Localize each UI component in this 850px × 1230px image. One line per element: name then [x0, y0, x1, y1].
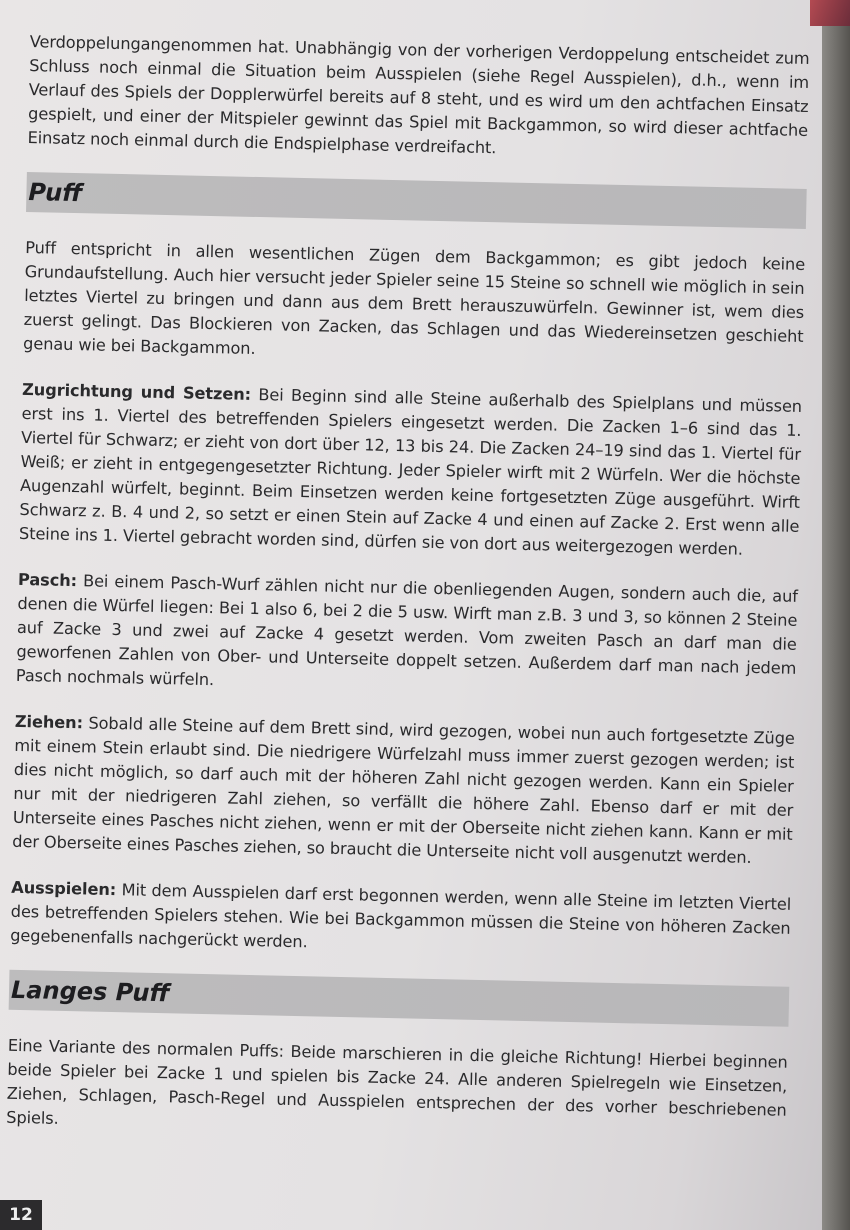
- rule-text: Bei Beginn sind alle Steine außerhalb des Spielplans und müssen erst ins 1. Viertel des betreffenden Spielers eingesetzt werden. Die Zacken 1–6 sind das 1. Viertel für Schwarz; er zieht von dort über 12, 13 bis 24. Die Zacken 24–19 sind das 1. Viertel für Weiß; er zieht in entgegengesetzter Richtung. Jeder Spieler wirft mit 2 Würfeln. Wer die höchste Augenzahl würfelt, beginnt. Beim Einsetzen werden keine fortgesetzten Züge ausgeführt. Wirft Schwarz z. B. 4 und 2, so setzt er einen Stein auf Zacke 4 und einen auf Zacke 2. Erst wenn alle Steine ins 1. Viertel gebracht worden sind, dürfen sie von dort aus weitergezogen werden.: [18, 384, 803, 559]
- background-corner: [810, 0, 850, 26]
- section-heading-puff: [26, 172, 807, 229]
- book-edge: [822, 0, 850, 1230]
- rule-paragraph: [12, 710, 795, 871]
- page-content: [6, 30, 810, 1169]
- rule-text: Bei einem Pasch-Wurf zählen nicht nur die obenliegenden Augen, sondern auch die, auf denen die Würfel liegen: Bei 1 also 6, bei 2 die 5 usw. Wirft man z.B. 3 und 3, so können 2 Steine auf Zacke 3 und zwei auf Zacke 4 gesetzt werden. Vom zweiten Pasch an darf man die geworfenen Zahlen von Ober- und Unterseite doppelt setzen. Außerdem darf man nach jedem Pasch nochmals würfeln.: [15, 571, 799, 690]
- rule-text: Mit dem Ausspielen darf erst begonnen werden, wenn alle Steine im letzten Viertel des betreffenden Spielers stehen. Wie bei Backgammon müssen die Steine von höheren Zacken gegebenenfalls nachgerückt werden.: [10, 880, 792, 952]
- section-title: Langes Puff: [10, 975, 170, 1008]
- rule-paragraph: [19, 378, 802, 563]
- intro-paragraph: Verdoppelungangenommen hat. Unabhängig von der vorherigen Verdoppelung entscheidet zum Schluss noch einmal die Situation beim Ausspielen (siehe Regel Ausspielen), d.h., wenn im Verlauf des Spiels der Dopplerwürfel bereits auf 8 steht, und es wird um den achtfachen Einsatz gespielt, und einer der Mitspieler gewinnt das Spiel mit Backgammon, so wird dieser achtfache Einsatz noch einmal durch die Endspielphase verdreifacht.: [27, 31, 810, 158]
- rule-label: Ausspielen:: [11, 877, 117, 900]
- rule-paragraph: [10, 876, 791, 965]
- page-number: 12: [0, 1200, 42, 1230]
- section-title: Puff: [28, 178, 83, 208]
- rule-label: Pasch:: [17, 569, 78, 591]
- langes-puff-paragraph: Eine Variante des normalen Puffs: Beide marschieren in die gleiche Richtung! Hierbei beginnen beide Spieler bei Zacke 1 und spielen bis Zacke 24. Alle anderen Spielregeln wie Einsetzen, Ziehen, Schlagen, Pasch-Regel und Ausspielen entsprechen der des vorher beschriebenen Spiels.: [6, 1035, 788, 1128]
- rule-label: Zugrichtung und Setzen:: [21, 379, 252, 404]
- puff-intro-paragraph: Puff entspricht in allen wesentlichen Zügen dem Backgammon; es gibt jedoch keine Grundaufstellung. Auch hier versucht jeder Spieler seine 15 Steine so schnell wie möglich in sein letztes Viertel zu bringen und dann aus dem Brett herauszuwürfeln. Gewinner ist, wem dies zuerst gelingt. Das Blockieren von Zacken, das Schlagen und das Wiedereinsetzen geschieht genau wie bei Backgammon.: [22, 237, 806, 358]
- rule-label: Ziehen:: [14, 711, 84, 733]
- section-heading-langes-puff: [9, 970, 790, 1027]
- rule-text: Sobald alle Steine auf dem Brett sind, wird gezogen, wobei nun auch fortgesetzte Züge mit einem Stein erlaubt sind. Die niedrigere Würfelzahl muss immer zuerst gezogen werden; ist dies nicht möglich, so darf auch mit der höheren Zahl nicht gezogen werden. Kann ein Spieler nur mit der niedrigeren Zahl ziehen, so verfällt die höhere Zahl. Ebenso darf er mit der Unterseite eines Pasches nicht ziehen, wenn er mit der Oberseite nicht ziehen kann. Kann er mit der Oberseite eines Pasches ziehen, so braucht die Unterseite nicht voll ausgenutzt werden.: [12, 713, 795, 867]
- rule-paragraph: [16, 568, 798, 705]
